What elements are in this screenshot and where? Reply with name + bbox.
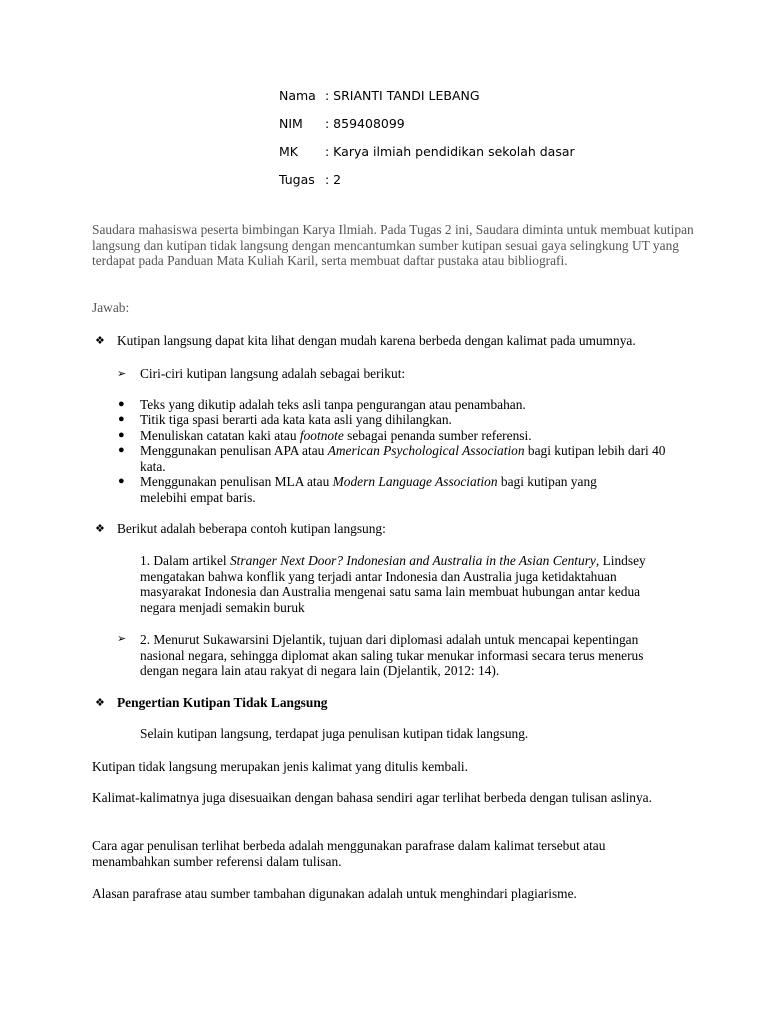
ciri-item-4-text-end: bagi kutipan lebih dari 40 kata. <box>140 443 666 474</box>
ciri-item-4 <box>140 443 670 474</box>
dot-bullet-icon: ● <box>118 475 125 487</box>
nim-value: : 859408099 <box>325 116 405 131</box>
ciri-item-1: Teks yang dikutip adalah teks asli tanpa pengurangan atau penambahan. <box>140 397 526 412</box>
jawab-label: Jawab: <box>92 300 130 315</box>
tugas-label: Tugas <box>279 172 315 187</box>
paragraph-2: Kalimat-kalimatnya juga disesuaikan dengan bahasa sendiri agar terlihat berbeda dengan tulisan aslinya. <box>92 790 652 805</box>
tugas-value: : 2 <box>325 172 342 187</box>
ciri-item-5-text: Menggunakan penulisan MLA atau <box>140 474 333 489</box>
heading-kutipan-tidak-langsung <box>117 695 717 711</box>
ciri-item-5-emphasis: Modern Language Association <box>332 474 498 489</box>
ciri-item-4-text: Menggunakan penulisan APA atau <box>140 443 328 458</box>
ciri-item-5-text-end: bagi kutipan yang melebihi empat baris. <box>140 474 597 505</box>
example-1-text: 1. Dalam artikel <box>140 553 230 568</box>
diamond-bullet-icon: ❖ <box>95 335 105 347</box>
heading-kutipan-tidak-langsung-text: Pengertian Kutipan Tidak Langsung <box>117 695 328 710</box>
ciri-heading: Ciri-ciri kutipan langsung adalah sebagai berikut: <box>140 366 406 381</box>
dot-bullet-icon: ● <box>118 444 125 456</box>
header-nim <box>279 116 405 131</box>
example-1-text-end: , Lindsey mengatakan bahwa konflik yang terjadi antar Indonesia dan Australia juga ketidaktahuan masyarakat Indonesia dan Australia mengenai satu sama lain membuat hubungan antar kedua negara menjadi semakin buruk <box>140 553 646 615</box>
ciri-item-3-text-end: sebagai penanda sumber referensi. <box>343 428 532 443</box>
ciri-item-5 <box>140 474 640 505</box>
mk-value: : Karya ilmiah pendidikan sekolah dasar <box>325 144 575 159</box>
nim-label: NIM <box>279 116 303 131</box>
dot-bullet-icon: ● <box>118 429 125 441</box>
paragraph-4: Alasan parafrase atau sumber tambahan digunakan adalah untuk menghindari plagiarisme. <box>92 886 577 901</box>
example-1 <box>140 553 660 615</box>
bullet-kutipan-langsung: Kutipan langsung dapat kita lihat dengan mudah karena berbeda dengan kalimat pada umumnya. <box>117 333 636 348</box>
instruction-paragraph: Saudara mahasiswa peserta bimbingan Karya Ilmiah. Pada Tugas 2 ini, Saudara diminta untuk membuat kutipan langsung dan kutipan tidak langsung dengan mencantumkan sumber kutipan sesuai gaya selingkung UT yang terdapat pada Panduan Mata Kuliah Karil, serta membuat daftar pustaka atau bibliografi. <box>92 222 694 268</box>
diamond-bullet-icon: ❖ <box>95 523 105 535</box>
nama-value: : SRIANTI TANDI LEBANG <box>325 88 480 103</box>
arrow-bullet-icon: ➢ <box>117 368 127 380</box>
ciri-item-2: Titik tiga spasi berarti ada kata kata asli yang dihilangkan. <box>140 412 452 427</box>
ciri-item-4-emphasis: American Psychological Association <box>327 443 525 458</box>
example-1-title: Stranger Next Door? Indonesian and Australia in the Asian Century <box>229 553 596 568</box>
ciri-item-3-emphasis: footnote <box>299 428 344 443</box>
paragraph-3: Cara agar penulisan terlihat berbeda adalah menggunakan parafrase dalam kalimat tersebut atau menambahkan sumber referensi dalam tulisan. <box>92 838 606 869</box>
mk-label: MK <box>279 144 298 159</box>
example-2: 2. Menurut Sukawarsini Djelantik, tujuan dari diplomasi adalah untuk mencapai kepentingan nasional negara, sehingga diplomat akan saling tukar menukar informasi secara terus menerus dengan negara lain atau rakyat di negara lain (Djelantik, 2012: 14). <box>140 632 644 678</box>
header-mk <box>279 144 575 159</box>
arrow-bullet-icon: ➢ <box>117 633 127 645</box>
diamond-bullet-icon: ❖ <box>95 697 105 709</box>
ciri-item-3-text: Menuliskan catatan kaki atau <box>140 428 300 443</box>
ciri-item-3 <box>140 428 680 444</box>
paragraph-1: Kutipan tidak langsung merupakan jenis kalimat yang ditulis kembali. <box>92 759 468 774</box>
header-nama <box>279 88 480 103</box>
bullet-contoh-kutipan: Berikut adalah beberapa contoh kutipan langsung: <box>117 521 386 536</box>
selain-paragraph: Selain kutipan langsung, terdapat juga penulisan kutipan tidak langsung. <box>140 726 529 741</box>
header-tugas <box>279 172 341 187</box>
dot-bullet-icon: ● <box>118 413 125 425</box>
nama-label: Nama <box>279 88 316 103</box>
dot-bullet-icon: ● <box>118 398 125 410</box>
